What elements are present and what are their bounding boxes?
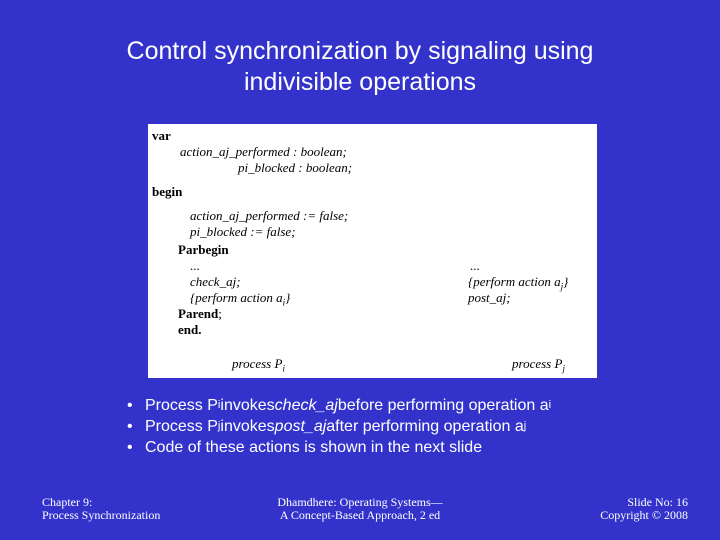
footer-book: Dhamdhere: Operating Systems— A Concept-Based Approach, 2 ed — [277, 495, 443, 522]
code-parend: Parend; — [178, 306, 222, 321]
code-right-dots: ... — [470, 258, 480, 273]
code-begin: begin — [152, 184, 183, 199]
bullet-glyph: • — [127, 439, 133, 456]
code-end: end. — [178, 322, 202, 337]
code-left-stmt1: check_aj; — [190, 274, 241, 289]
code-process-right: process $P_j$ — [512, 356, 565, 374]
slide-title — [40, 36, 680, 98]
bullet-item: • Process P i invokes check_aj before performing operation a i — [127, 397, 552, 414]
code-decl1: action_aj_performed : boolean; — [180, 144, 347, 159]
bullet-item: • Code of these actions is shown in the next slide — [127, 439, 483, 456]
footer-slide-number: Slide No: 16 Copyright © 2008 — [600, 495, 688, 522]
code-init1: action_aj_performed := false; — [190, 208, 349, 223]
code-figure — [148, 124, 597, 378]
slide-title-line1: Control synchronization by signaling using — [126, 37, 594, 65]
code-right-stmt2: post_aj; — [468, 290, 511, 305]
code-left-dots: ... — [190, 258, 200, 273]
footer-chapter: Chapter 9: Process Synchronization — [42, 495, 161, 522]
bullet-glyph: • — [127, 397, 133, 414]
code-var: var — [152, 128, 171, 143]
code-left-stmt2: {perform action $a_i$} — [190, 290, 291, 308]
code-init2: pi_blocked := false; — [190, 224, 296, 239]
code-process-left: process $P_i$ — [232, 356, 285, 374]
bullet-list — [127, 395, 551, 458]
code-decl2: pi_blocked : boolean; — [238, 160, 353, 175]
slide-title-line2: indivisible operations — [243, 68, 477, 96]
code-right-stmt1: {perform action $a_j$} — [468, 274, 569, 292]
code-parbegin: Parbegin — [178, 242, 229, 257]
bullet-glyph: • — [127, 418, 133, 435]
bullet-item: • Process P j invokes post_aj after performing operation a j — [127, 418, 527, 435]
